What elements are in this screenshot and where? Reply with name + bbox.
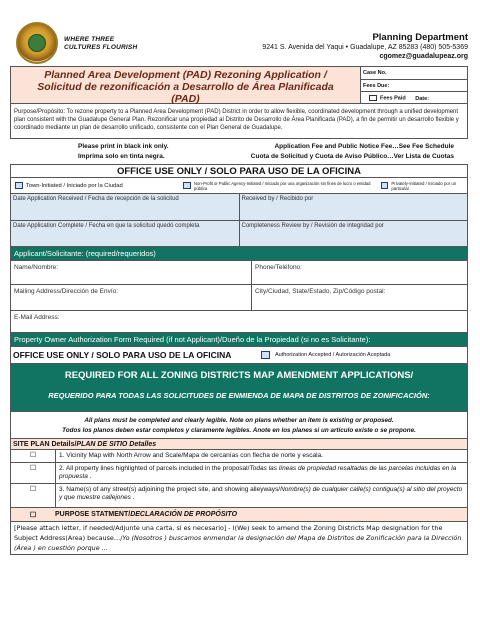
privately-initiated-option[interactable]: Privately-Initiated / Iniciado por un particular [381, 181, 467, 191]
motto: WHERE THREE CULTURES FLOURISH [64, 36, 138, 51]
site-plan-item: ☐ 1. Vicinity Map with North Arrow and Scale/Mapa de cercanías con flecha de norte y escala. [10, 450, 468, 463]
city-state-zip-field[interactable]: City/Ciudad, State/Estado, Zip/Código postal: [251, 285, 467, 310]
form-title: Planned Area Development (PAD) Rezoning Application / Solicitud de rezonificación a Desarrollo de Área Planificada (PAD) [11, 67, 361, 103]
fees-paid-date-label[interactable]: Date: [415, 95, 429, 102]
applicant-row1 [10, 261, 468, 285]
plan-notes: All plans must be completed and clearly legible. Note on plans whether an item is existing or proposed. Todos los planos deben estar completos y claramente legibles. Anote en los planes si un artículo existe o se propone. [10, 412, 468, 438]
purpose-statement-checkbox[interactable]: ☐ [29, 511, 37, 519]
application-form [10, 20, 468, 555]
purpose-text: Purpose/Propósito: To rezone property to a Planned Area Development (PAD) District in order to allow flexible, coordinated development through a unified development plan consistent with the Guadalupe General Plan. Rezonificar una propiedad al Distrito de Desarrollo de Área Planificada (PAD), a fin de permitir un desarrollo flexible y coordinado mediante un plan de desarrollo unificado, consistente con el Plan General de Guadalupe. [10, 104, 468, 139]
mailing-address-field[interactable]: Mailing Address/Dirección de Envío: [14, 288, 119, 295]
site-plan-item: ☐ 3. Name(s) of any street(s) adjoining the project site, and showing alleyways/Nombre(s) de cualquier calle(s) contigua(s) al sitio del proyecto y que muestre callejones . [10, 484, 468, 508]
authorization-accepted-checkbox[interactable] [261, 351, 270, 359]
office-use-heading: OFFICE USE ONLY / SOLO PARA USO DE LA OFICINA [10, 164, 468, 178]
department-info [262, 32, 468, 61]
received-by-field[interactable]: Received by / Recibido por [239, 194, 468, 220]
header [10, 20, 468, 66]
site-plan-checkbox[interactable]: ☐ [29, 486, 37, 493]
fees-paid-row: Fees Paid Date: [361, 92, 467, 105]
fees-paid-checkbox[interactable] [369, 95, 377, 101]
authorization-accepted-label: Authorization Accepted / Autorización Aceptada [275, 352, 391, 358]
completeness-review-field[interactable]: Completeness Review by / Revisión de integridad por [239, 221, 468, 246]
office-fields-row1 [10, 194, 468, 221]
fees-due-field[interactable]: Fees Due: [361, 80, 467, 93]
site-plan-header: SITE PLAN Details/PLAN DE SITIO Detalles [10, 438, 468, 450]
nonprofit-initiated-checkbox[interactable] [183, 182, 191, 189]
office-use-label: OFFICE USE ONLY / SOLO PARA USO DE LA OFICINA [13, 350, 232, 360]
initiation-type [10, 178, 468, 194]
owner-authorization-header: Property Owner Authorization Form Required (if not Applicant)/Dueño de la Propiedad (si no es Solicitante): [10, 333, 468, 347]
applicant-header: Applicant/Solicitante: (required/requeridos) [10, 247, 468, 261]
case-number-field[interactable]: Case No. [361, 67, 467, 80]
instructions: Please print in black ink only. Imprima solo en tinta negra. Application Fee and Public Notice Fee…See Fee Schedule Cuota de Solicitud y Cuota de Aviso Público…Ver Lista de Cuotas [78, 143, 454, 160]
town-seal-logo [16, 22, 58, 64]
department-email[interactable]: cgomez@guadalupeaz.org [379, 53, 468, 60]
town-initiated-checkbox[interactable] [15, 182, 23, 189]
site-plan-checkbox[interactable]: ☐ [29, 452, 37, 459]
department-address: 9241 S. Avenida del Yaqui • Guadalupe, AZ 85283 (480) 505-5369 [262, 44, 468, 51]
town-initiated-option[interactable]: Town-Initiated / Iniciado por la Ciudad [15, 182, 183, 189]
owner-authorization-office [10, 347, 468, 364]
required-banner: REQUIRED FOR ALL ZONING DISTRICTS MAP AMENDMENT APPLICATIONS/ REQUERIDO PARA TODAS LAS SOLICITUDES DE ENMIENDA DE MAPA DE DISTRITOS DE ZONIFICACIÓN: [10, 364, 468, 412]
nonprofit-initiated-option[interactable]: Non-Profit or Public Agency-Initiated / Iniciado por una organización sin fines de lucro o entidad pública [183, 181, 381, 191]
site-plan-checkbox[interactable]: ☐ [29, 465, 37, 472]
case-box [361, 67, 467, 103]
department-name: Planning Department [372, 32, 468, 43]
applicant-row2 [10, 285, 468, 311]
email-field[interactable]: E-Mail Address: [10, 311, 468, 333]
purpose-statement-body[interactable]: [Please attach letter, if needed/Adjunte una carta, si es necesario] - I(We) seek to amend the Zoning Districts Map designation for the Subject Address(Area) because…/Yo (Nosotros ) buscamos enmendar la designación del Mapa de Distritos de Zonificación para la Dirección (Área ) en cuestión porque … [10, 522, 468, 555]
date-received-field[interactable]: Date Application Received / Fecha de recepción de la solicitud [11, 194, 239, 220]
name-field[interactable]: Name/Nombre: [14, 264, 59, 271]
purpose-statement-header: ☐ PURPOSE STATMENT/DECLARACIÓN DE PROPÓSITO [10, 508, 468, 522]
date-complete-field[interactable]: Date Application Complete / Fecha en que la solicitud quedó completa [11, 221, 239, 246]
office-fields-row2 [10, 221, 468, 247]
phone-field[interactable]: Phone/Teléfono: [251, 261, 467, 284]
title-row [10, 66, 468, 104]
site-plan-item: ☐ 2. All property lines highlighted of parcels included in the proposal/Todas las líneas de propiedad resaltadas de las parcelas incluidas en la propuesta . [10, 463, 468, 484]
privately-initiated-checkbox[interactable] [381, 182, 388, 189]
